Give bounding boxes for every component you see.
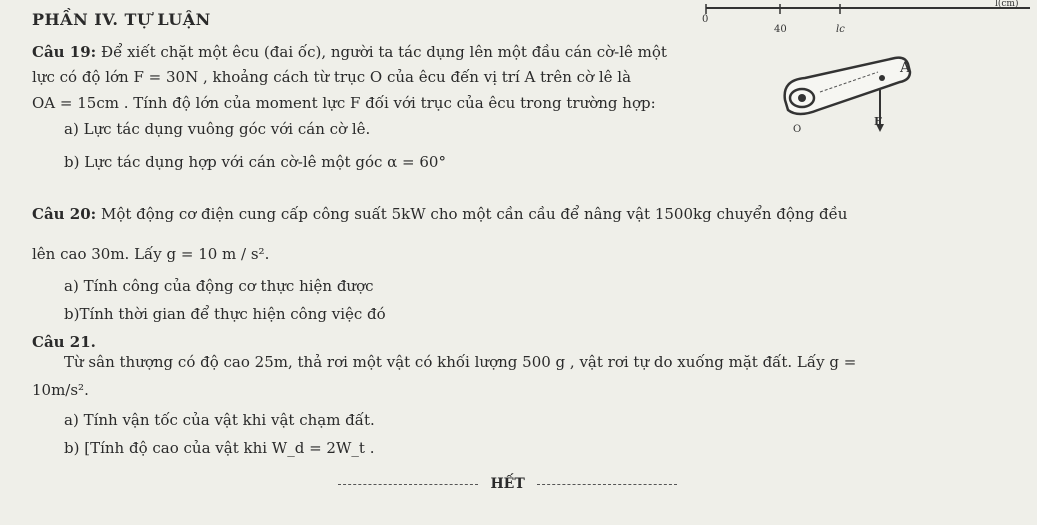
wrench-figure — [690, 0, 1037, 160]
q21-label: Câu 21. — [32, 333, 96, 351]
q20-part-b: b)Tính thời gian để thực hiện công việc đó — [64, 305, 386, 323]
q20-text1: Một động cơ điện cung cấp công suất 5kW cho một cần cầu để nâng vật 1500kg chuyển động đều — [100, 205, 848, 223]
end-separator-right — [537, 484, 677, 485]
q19-line3: OA = 15cm . Tính độ lớn của moment lực F đối với trục của êcu trong trường hợp: — [32, 94, 656, 112]
q19-line2: lực có độ lớn F = 30N , khoảng cách từ trục O của êcu đến vị trí A trên cờ lê là — [32, 68, 632, 86]
q20-label: Câu 20: — [32, 205, 97, 223]
end-separator-left — [338, 484, 478, 485]
q19-label: Câu 19: — [32, 43, 97, 61]
q21-part-a: a) Tính vận tốc của vật khi vật chạm đất. — [64, 411, 375, 429]
ruler-40: 40 — [774, 24, 787, 35]
point-a-label: A — [900, 60, 911, 76]
point-o-label: O — [793, 124, 802, 135]
force-label: F — [874, 115, 882, 128]
section-title: PHẦN IV. TỰ LUẬN — [32, 10, 211, 29]
q21-part-b: b) [Tính độ cao của vật khi W_d = 2W_t . — [64, 439, 375, 457]
q19-part-b: b) Lực tác dụng hợp với cán cờ-lê một góc α = 60° — [64, 153, 446, 171]
q20-part-a: a) Tính công của động cơ thực hiện được — [64, 277, 374, 295]
end-marker — [330, 474, 685, 494]
end-text: HẾT — [490, 476, 525, 492]
q21-line2: 10m/s². — [32, 381, 89, 399]
ruler-lc: lc — [836, 24, 845, 35]
q19-line1 — [32, 42, 667, 62]
q21-line1: Từ sân thượng có độ cao 25m, thả rơi một vật có khối lượng 500 g , vật rơi tự do xuống mặt đất. Lấy g = — [64, 353, 857, 371]
ruler — [702, 0, 1030, 35]
q19-part-a: a) Lực tác dụng vuông góc với cán cờ lê. — [64, 120, 371, 138]
ruler-unit: l(cm) — [995, 0, 1019, 9]
force-arrow — [874, 90, 884, 132]
q20-line2: lên cao 30m. Lấy g = 10 m / s². — [32, 245, 270, 263]
wrench-shape — [785, 58, 911, 135]
ruler-zero: 0 — [702, 14, 709, 25]
q20-line1 — [32, 204, 847, 224]
q19-text1: Để xiết chặt một êcu (đai ốc), người ta tác dụng lên một đầu cán cờ-lê một — [100, 43, 667, 61]
